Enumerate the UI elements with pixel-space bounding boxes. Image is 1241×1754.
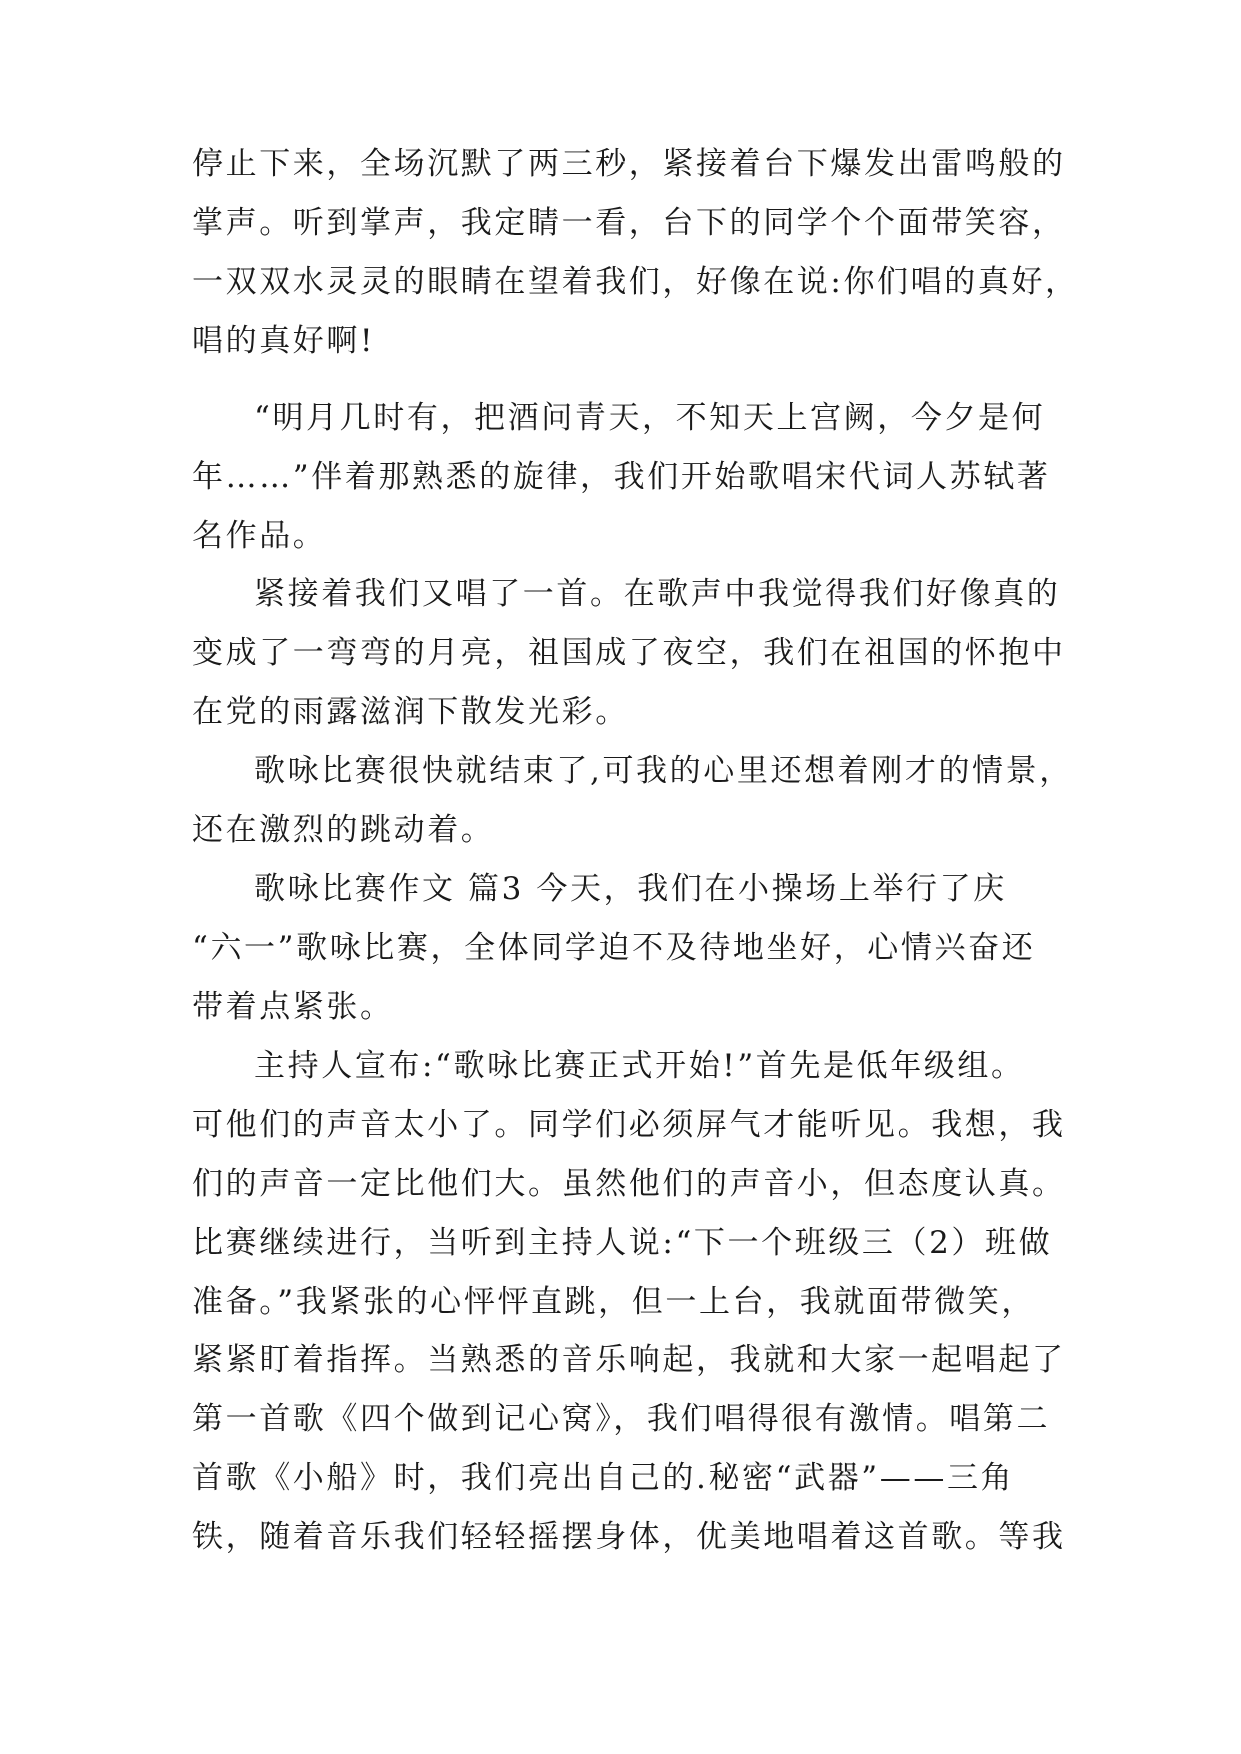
text-line: 还在激烈的跳动着。 bbox=[192, 812, 495, 848]
text-line: 掌声。听到掌声，我定睛一看，台下的同学个个面带笑容， bbox=[192, 205, 1066, 241]
text-line: 一双双水灵灵的眼睛在望着我们，好像在说:你们唱的真好， bbox=[192, 264, 1079, 300]
text-line: “明月几时有，把酒问青天，不知天上宫阙，今夕是何 bbox=[254, 400, 1046, 436]
text-line: 主持人宣布:“歌咏比赛正式开始!”首先是低年级组。 bbox=[254, 1048, 1025, 1084]
text-line: 紧紧盯着指挥。当熟悉的音乐响起，我就和大家一起唱起了 bbox=[192, 1342, 1066, 1378]
text-line: 名作品。 bbox=[192, 518, 327, 554]
text-line: 紧接着我们又唱了一首。在歌声中我觉得我们好像真的 bbox=[254, 576, 1061, 612]
text-line: 变成了一弯弯的月亮，祖国成了夜空，我们在祖国的怀抱中 bbox=[192, 635, 1066, 671]
text-line: 在党的雨露滋润下散发光彩。 bbox=[192, 694, 629, 730]
text-line: 们的声音一定比他们大。虽然他们的声音小，但态度认真。 bbox=[192, 1166, 1066, 1202]
text-line: 带着点紧张。 bbox=[192, 989, 394, 1025]
text-line: 铁，随着音乐我们轻轻摇摆身体，优美地唱着这首歌。等我 bbox=[192, 1519, 1066, 1555]
text-line: 准备。”我紧张的心怦怦直跳，但一上台，我就面带微笑， bbox=[192, 1284, 1035, 1320]
text-line: 首歌《小船》时，我们亮出自己的.秘密“武器”——三角 bbox=[192, 1460, 1015, 1496]
text-line: 可他们的声音太小了。同学们必须屏气才能听见。我想，我 bbox=[192, 1107, 1066, 1143]
text-line: “六一”歌咏比赛，全体同学迫不及待地坐好，心情兴奋还 bbox=[192, 930, 1036, 966]
text-line: 停止下来，全场沉默了两三秒，紧接着台下爆发出雷鸣般的 bbox=[192, 146, 1066, 182]
text-line: 比赛继续进行，当听到主持人说:“下一个班级三（2）班做 bbox=[192, 1225, 1053, 1261]
text-line: 歌咏比赛作文 篇3 今天，我们在小操场上举行了庆 bbox=[254, 871, 1007, 907]
text-line: 年……”伴着那熟悉的旋律，我们开始歌唱宋代词人苏轼著 bbox=[192, 459, 1051, 495]
text-line: 歌咏比赛很快就结束了,可我的心里还想着刚才的情景， bbox=[254, 753, 1073, 789]
text-line: 唱的真好啊! bbox=[192, 323, 376, 359]
text-line: 第一首歌《四个做到记心窝》，我们唱得很有激情。唱第二 bbox=[192, 1401, 1051, 1437]
